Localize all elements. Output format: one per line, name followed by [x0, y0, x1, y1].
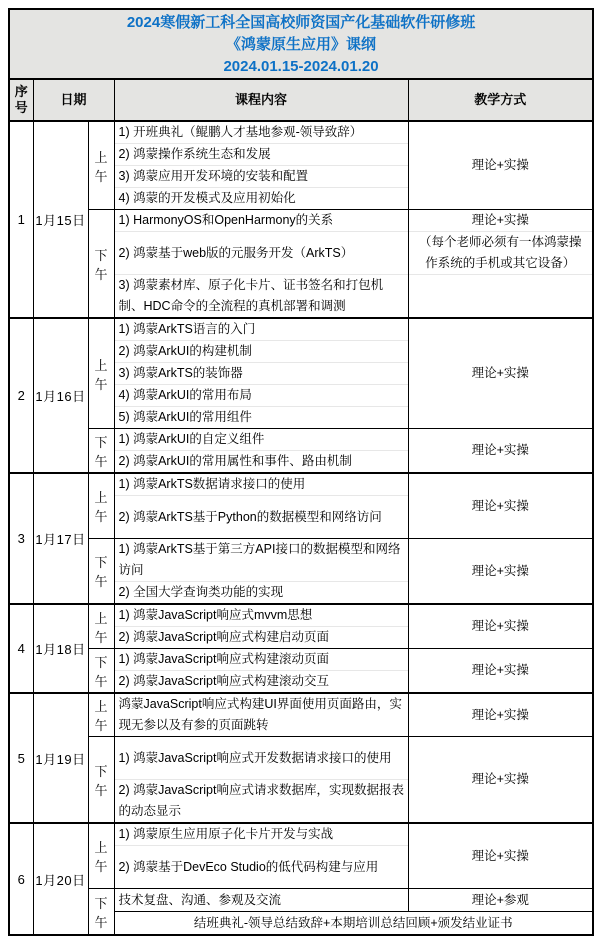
day2-pm-content	[114, 429, 408, 474]
day2-seq: 2	[9, 318, 33, 473]
day6-pm-method: 理论+参观	[408, 889, 593, 912]
course-item: 5) 鸿蒙ArkUI的常用组件	[118, 410, 252, 424]
day1-pm-content	[114, 210, 408, 319]
day3-pm-content	[114, 539, 408, 605]
day4-am-label: 上午	[88, 604, 114, 649]
title-line-3: 2024.01.15-2024.01.20	[223, 58, 379, 75]
course-item: 1) HarmonyOS和OpenHarmony的关系	[115, 210, 408, 232]
day2-am-content	[114, 318, 408, 429]
column-header-seq: 序号	[9, 79, 33, 121]
day4-date: 1月18日	[33, 604, 88, 693]
day1-am-method: 理论+实操	[408, 121, 593, 210]
day5-am-label: 上午	[88, 693, 114, 737]
day6-am-method: 理论+实操	[408, 823, 593, 889]
day4-am-row	[9, 604, 593, 649]
course-item: 2) 鸿蒙基于web版的元服务开发（ArkTS）	[115, 232, 408, 275]
title-line-1: 2024寒假新工科全国高校师资国产化基础软件研修班	[126, 14, 476, 31]
day5-pm-method: 理论+实操	[408, 737, 593, 824]
day6-seq: 6	[9, 823, 33, 935]
day6-am-row	[9, 823, 593, 889]
day3-pm-row	[9, 539, 593, 605]
course-item: 1) 鸿蒙JavaScript响应式开发数据请求接口的使用	[115, 737, 408, 780]
day2-am-label: 上午	[88, 318, 114, 429]
day3-am-label: 上午	[88, 473, 114, 539]
method-label: 理论+实操	[409, 210, 593, 232]
course-item: 技术复盘、沟通、参观及交流	[118, 893, 282, 907]
day4-pm-row	[9, 649, 593, 694]
table-title	[9, 9, 593, 79]
course-item: 2) 鸿蒙JavaScript响应式请求数据库，实现数据报表的动态显示	[118, 783, 404, 818]
course-item: 1) 鸿蒙原生应用原子化卡片开发与实战	[115, 824, 408, 846]
course-item: 1) 鸿蒙ArkTS数据请求接口的使用	[115, 474, 408, 496]
course-item: 1) 鸿蒙ArkTS基于第三方API接口的数据模型和网络访问	[115, 539, 408, 582]
day2-am-row	[9, 318, 593, 429]
day2-date: 1月16日	[33, 318, 88, 473]
course-item: 2) 鸿蒙ArkUI的构建机制	[115, 341, 408, 363]
day1-am-label: 上午	[88, 121, 114, 210]
day5-seq: 5	[9, 693, 33, 823]
day6-pm-content	[114, 889, 408, 912]
column-header-date: 日期	[33, 79, 114, 121]
day6-am-content	[114, 823, 408, 889]
day2-pm-row	[9, 429, 593, 474]
day1-seq: 1	[9, 121, 33, 318]
day2-am-method: 理论+实操	[408, 318, 593, 429]
day3-seq: 3	[9, 473, 33, 604]
column-header-method: 教学方式	[408, 79, 593, 121]
day6-pm-label: 下午	[88, 889, 114, 936]
course-item: 3) 鸿蒙ArkTS的装饰器	[115, 363, 408, 385]
title-row	[9, 9, 593, 79]
course-item: 1) 鸿蒙JavaScript响应式构建滚动页面	[115, 649, 408, 671]
day5-am-content	[114, 693, 408, 737]
day5-pm-label: 下午	[88, 737, 114, 824]
course-item: 2) 鸿蒙ArkTS基于Python的数据模型和网络访问	[118, 509, 382, 524]
course-item: 2) 鸿蒙操作系统生态和发展	[115, 144, 408, 166]
course-item: 2) 鸿蒙JavaScript响应式构建启动页面	[118, 630, 329, 644]
day1-am-content	[114, 121, 408, 210]
day6-date: 1月20日	[33, 823, 88, 935]
course-item: 1) 鸿蒙ArkUI的自定义组件	[115, 429, 408, 451]
course-item: 1) 开班典礼（鲲鹏人才基地参观-领导致辞）	[115, 122, 408, 144]
course-item: 2) 鸿蒙ArkUI的常用属性和事件、路由机制	[118, 454, 352, 468]
day4-am-content	[114, 604, 408, 649]
day6-pm-row1	[9, 889, 593, 912]
course-item: 4) 鸿蒙ArkUI的常用布局	[115, 385, 408, 407]
column-header-content: 课程内容	[114, 79, 408, 121]
course-item: 3) 鸿蒙素材库、原子化卡片、证书签名和打包机制、HDC命令的全流程的真机部署和调测	[118, 278, 384, 313]
day1-date: 1月15日	[33, 121, 88, 318]
day1-pm-label: 下午	[88, 210, 114, 319]
day4-pm-label: 下午	[88, 649, 114, 694]
day3-pm-label: 下午	[88, 539, 114, 605]
day3-pm-method: 理论+实操	[408, 539, 593, 605]
course-item: 4) 鸿蒙的开发模式及应用初始化	[118, 191, 296, 205]
day3-date: 1月17日	[33, 473, 88, 604]
day3-am-row	[9, 473, 593, 539]
day2-pm-label: 下午	[88, 429, 114, 474]
day3-am-method: 理论+实操	[408, 473, 593, 539]
course-item: 2) 鸿蒙基于DevEco Studio的低代码构建与应用	[118, 859, 379, 874]
day5-date: 1月19日	[33, 693, 88, 823]
day1-pm-row	[9, 210, 593, 319]
course-schedule-table	[8, 8, 594, 936]
course-item: 2) 鸿蒙JavaScript响应式构建滚动交互	[118, 674, 329, 688]
day1-am-row	[9, 121, 593, 210]
column-header-row	[9, 79, 593, 121]
day4-pm-method: 理论+实操	[408, 649, 593, 694]
day4-seq: 4	[9, 604, 33, 693]
course-item: 2) 全国大学查询类功能的实现	[118, 585, 284, 599]
course-item: 1) 鸿蒙ArkTS语言的入门	[115, 319, 408, 341]
day2-pm-method: 理论+实操	[408, 429, 593, 474]
day4-am-method: 理论+实操	[408, 604, 593, 649]
course-item: 鸿蒙JavaScript响应式构建UI界面使用页面路由，实现无参以及有参的页面跳转	[118, 697, 402, 732]
day5-am-method: 理论+实操	[408, 693, 593, 737]
day5-pm-row	[9, 737, 593, 824]
day4-pm-content	[114, 649, 408, 694]
method-note: （每个老师必须有一体鸿蒙操作系统的手机或其它设备）	[409, 232, 593, 275]
day6-am-label: 上午	[88, 823, 114, 889]
course-item: 1) 鸿蒙JavaScript响应式mvvm思想	[115, 605, 408, 627]
day5-am-row	[9, 693, 593, 737]
course-item: 3) 鸿蒙应用开发环境的安装和配置	[115, 166, 408, 188]
title-line-2: 《鸿蒙原生应用》课纲	[226, 36, 377, 53]
closing-ceremony-text: 结班典礼-领导总结致辞+本期培训总结回顾+颁发结业证书	[114, 912, 593, 936]
day5-pm-content	[114, 737, 408, 824]
day3-am-content	[114, 473, 408, 539]
day1-pm-method	[408, 210, 593, 319]
